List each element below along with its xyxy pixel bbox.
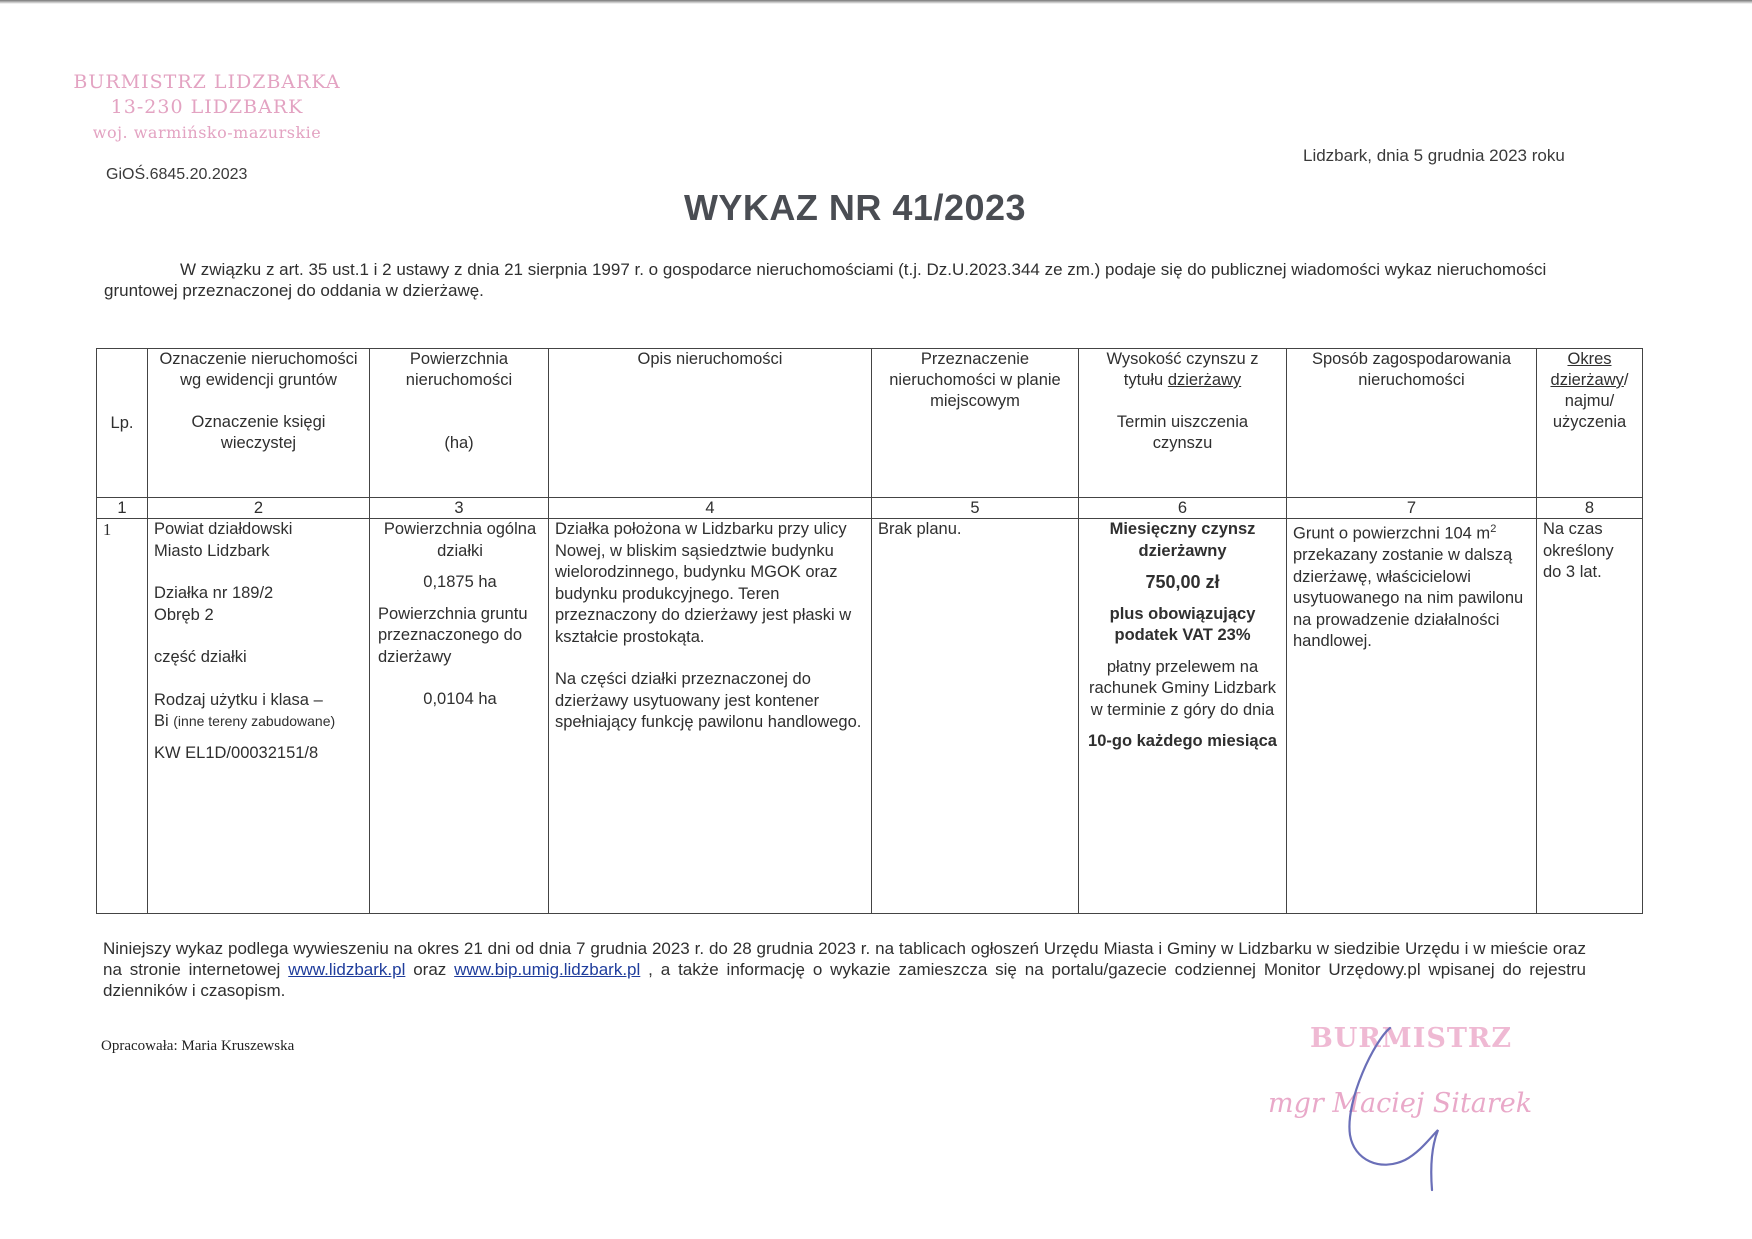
land-register-number: KW EL1D/00032151/8 (154, 743, 319, 762)
land-use-pre: Grunt o powierzchni 104 m (1293, 524, 1491, 543)
header-purpose: Przeznaczenie nieruchomości w planie miejscowym (872, 349, 1079, 498)
link-lidzbark[interactable]: www.lidzbark.pl (288, 960, 406, 979)
property-table (96, 348, 1643, 914)
rent-vat: plus obowiązujący podatek VAT 23% (1109, 604, 1256, 644)
reference-number: GiOŚ.6845.20.2023 (106, 166, 248, 183)
designation-class-code: Bi (154, 712, 169, 730)
header-land-use: Sposób zagospodarowania nieruchomości (1287, 349, 1537, 498)
designation-part: część działki (154, 648, 247, 666)
col-number-6: 6 (1079, 498, 1287, 519)
designation-class-desc: (inne tereny zabudowane) (173, 713, 336, 729)
area-total-value: 0,1875 ha (423, 573, 497, 591)
row-land-use (1287, 519, 1537, 914)
area-lease-label: Powierzchnia gruntu przeznaczonego do dzierżawy (378, 604, 528, 666)
col-number-5: 5 (872, 498, 1079, 519)
header-rent-a: Wysokość czynszu z tytułu (1106, 350, 1259, 389)
row-area (370, 519, 549, 914)
table-number-row (97, 498, 1643, 519)
designation-class (154, 711, 363, 733)
header-lp: Lp. (97, 349, 148, 498)
header-designation (148, 349, 370, 498)
designation-precinct: Obręb 2 (154, 605, 214, 624)
stamp-line-1: BURMISTRZ LIDZBARKA (73, 71, 341, 93)
designation-use-type: Rodzaj użytku i klasa – (154, 690, 323, 709)
header-description: Opis nieruchomości (549, 349, 872, 498)
link-bip[interactable]: www.bip.umig.lidzbark.pl (454, 960, 641, 979)
header-period-underlined: Okres dzierżawy (1550, 350, 1624, 389)
description-p2: Na części działki przeznaczonej do dzierżawy usytuowany jest kontener spełniający funkcję pawilonu handlowego. (555, 670, 862, 731)
col-number-1: 1 (97, 498, 148, 519)
row-designation (148, 519, 370, 914)
description-p1: Działka położona w Lidzbarku przy ulicy Nowej, w bliskim sąsiedztwie budynku wielorodzinnego, budynku MGOK oraz budynku produkcyjnego. Teren przeznaczony do dzierżawy jest płaski w kształcie prostokąta. (555, 520, 852, 646)
col-number-8: 8 (1537, 498, 1643, 519)
rent-due-day: 10-go każdego miesiąca (1088, 732, 1277, 750)
row-rent (1079, 519, 1287, 914)
header-designation-b: Oznaczenie księgi wieczystej (191, 413, 326, 452)
header-period (1537, 349, 1643, 498)
footer-text-2: oraz (405, 960, 455, 979)
row-purpose: Brak planu. (872, 519, 1079, 914)
footer-text-3: , a także informację o wykazie zamieszcza się na portalu/gazecie codziennej Monitor Urzędowy.pl wpisanej do rejestru dzienników i czasopism. (103, 960, 1586, 1000)
col-number-4: 4 (549, 498, 872, 519)
row-period: Na czas określony do 3 lat. (1537, 519, 1643, 914)
footer-text-1: Niniejszy wykaz podlega wywieszeniu na okres 21 dni od dnia 7 grudnia 2023 r. do 28 grudnia 2023 r. na tablicach ogłoszeń Urzędu Miasta i Gminy w Lidzbarku w siedzibie Urzędu i w mieście oraz na stronie internetowej (103, 939, 1586, 979)
land-use-sup: 2 (1490, 523, 1497, 535)
designation-county: Powiat działdowski (154, 520, 293, 538)
area-lease-value: 0,0104 ha (423, 690, 497, 708)
header-area-a: Powierzchnia nieruchomości (405, 350, 513, 389)
land-use-post: przekazany zostanie w dalszą dzierżawę, właścicielowi usytuowanego na nim pawilonu na prowadzenie działalności handlowej. (1293, 546, 1524, 650)
rent-label: Miesięczny czynsz dzierżawny (1109, 520, 1256, 560)
document-title: WYKAZ NR 41/2023 (683, 187, 1027, 228)
header-period-rest: / najmu/ użyczenia (1552, 371, 1629, 431)
designation-plot: Działka nr 189/2 (154, 584, 274, 602)
rent-amount: 750,00 zł (1145, 572, 1220, 592)
signature-name: mgr Maciej Sitarek (1268, 1088, 1533, 1119)
designation-town: Miasto Lidzbark (154, 541, 270, 560)
intro-paragraph: W związku z art. 35 ust.1 i 2 ustawy z dnia 21 sierpnia 1997 r. o gospodarce nieruchomościami (t.j. Dz.U.2023.344 ze zm.) podaje się do publicznej wiadomości wykaz nieruchomości gruntowej przeznaczonej do oddania w dzierżawę. (104, 260, 1547, 300)
header-rent-b: Termin uiszczenia czynszu (1116, 413, 1249, 452)
col-number-7: 7 (1287, 498, 1537, 519)
stamp-line-3: woj. warmińsko-mazurskie (92, 123, 322, 142)
header-designation-a: Oznaczenie nieruchomości wg ewidencji gruntów (159, 350, 358, 389)
header-area (370, 349, 549, 498)
row-lp: 1 (97, 519, 148, 914)
footer-paragraph (103, 938, 1586, 1001)
table-row (97, 519, 1643, 914)
header-rent-a-underlined: dzierżawy (1167, 371, 1242, 389)
stamp-line-2: 13-230 LIDZBARK (110, 96, 304, 118)
row-description (549, 519, 872, 914)
document-date: Lidzbark, dnia 5 grudnia 2023 roku (1303, 146, 1565, 165)
table-header-row (97, 349, 1643, 498)
scan-edge (0, 0, 1752, 4)
handwritten-signature (1320, 1020, 1480, 1200)
prepared-by: Opracowała: Maria Kruszewska (101, 1038, 295, 1054)
rent-payment-terms: płatny przelewem na rachunek Gminy Lidzbark w terminie z góry do dnia (1088, 657, 1277, 719)
col-number-3: 3 (370, 498, 549, 519)
signature-title: BURMISTRZ (1310, 1023, 1513, 1054)
header-area-unit: (ha) (444, 434, 474, 452)
header-rent (1079, 349, 1287, 498)
col-number-2: 2 (148, 498, 370, 519)
office-stamp (72, 70, 342, 145)
area-total-label: Powierzchnia ogólna działki (383, 520, 537, 560)
